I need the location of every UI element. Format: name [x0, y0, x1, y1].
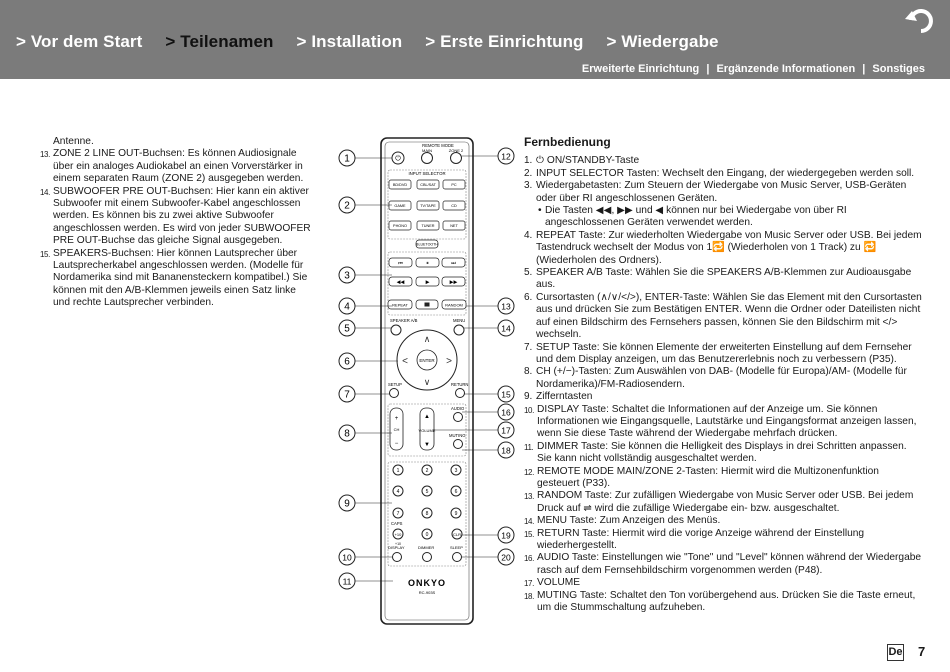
item-number: 15.	[40, 249, 50, 259]
list-item	[524, 391, 924, 403]
return-label: RETURN	[451, 382, 469, 387]
callout-number: 2	[344, 200, 350, 212]
nav-erste-einrichtung[interactable]: > Erste Einrichtung	[425, 32, 584, 51]
item-text: Wiedergabetasten: Zum Steuern der Wiedergabe von Music Server, USB-Geräten oder über RI angeschlossenen Geräten.	[536, 180, 907, 204]
list-item	[40, 186, 312, 248]
svg-text:∧: ∧	[423, 334, 431, 344]
item-text: Cursortasten (∧/∨/</>), ENTER-Taste: Wählen Sie das Element mit den Cursortasten aus und drücken Sie zum Bestätigen ENTER. Wenn die Ordner oder Dateilisten nicht auf einen Bildschirm des Fernsehers passen, können Sie den Bildschirm mit </> wechseln.	[536, 291, 922, 341]
item-text: ZONE 2 LINE OUT-Buchsen: Es können Audiosignale über ein analoges Audiokabel an einen Vorverstärker in einem separaten Raum (ZONE 2) ausgegeben werden.	[53, 148, 304, 185]
item-number: 4.	[524, 229, 533, 241]
display-label: DISPLAY	[388, 545, 405, 550]
item-text: RETURN Taste: Hiermit wird die vorige Anzeige während der Einstellung wiederhergestellt.	[537, 527, 865, 551]
callout-number: 19	[501, 530, 511, 541]
bluetooth-label: BLUETOOTH	[416, 242, 438, 247]
list-item	[524, 267, 924, 292]
display-button	[393, 553, 402, 562]
input-button-label: TUNER	[421, 224, 435, 228]
list-item	[40, 248, 312, 310]
zone2-button	[451, 153, 462, 164]
list-sub-item	[524, 205, 924, 230]
item-number: 5.	[524, 267, 533, 279]
item-text: INPUT SELECTOR Tasten: Wechselt den Eingang, der wiedergegeben werden soll.	[536, 167, 915, 179]
item-text: DIMMER Taste: Sie können die Helligkeit des Displays in drei Schritten anpassen. Sie kann nicht vollständig ausgeschaltet werden.	[537, 440, 907, 465]
random-label: RANDOM	[445, 302, 463, 308]
digit-label: 4	[396, 489, 400, 495]
item-number: 16.	[524, 554, 534, 564]
muting-label: MUTING	[449, 433, 466, 438]
item-number: 6.	[524, 291, 533, 303]
callout-number: 14	[501, 323, 511, 334]
item-text: Die Tasten ◀◀, ▶▶ und ◀ können nur bei Wiedergabe von über RI angeschlossenen Geräten verwendet werden.	[545, 205, 847, 229]
list-item	[524, 168, 924, 180]
return-button	[456, 389, 465, 398]
nav-ergaenzende-informationen[interactable]: Ergänzende Informationen	[716, 63, 856, 75]
callout-number: 16	[501, 407, 511, 418]
list-item	[524, 441, 924, 466]
svg-text:−: −	[394, 441, 399, 447]
list-item	[524, 230, 924, 267]
input-buttons	[389, 180, 465, 230]
brand-logo: ONKYO	[407, 578, 447, 588]
sleep-button	[453, 553, 462, 562]
item-number: 9.	[524, 391, 533, 403]
list-item	[524, 342, 924, 367]
list-item	[524, 366, 924, 391]
repeat-label: REPEAT	[392, 302, 408, 308]
item-text: DISPLAY Taste: Schaltet die Informationen auf der Anzeige um. Sie können Informationen wie Eingangsquelle, Lautstärke und Eingangsformat anzeigen lassen, wenn Sie diese Taste während der Wiedergabe mehrfach drücken.	[537, 403, 917, 440]
callout-number: 12	[501, 151, 511, 162]
callout-number: 17	[501, 425, 511, 436]
callout-number: 4	[344, 301, 350, 313]
nav-separator: |	[862, 63, 866, 75]
item-number: 1.	[524, 155, 533, 167]
left-column	[40, 136, 312, 310]
digit-label: 2	[425, 468, 429, 474]
digit-label: 6	[454, 489, 458, 495]
item-text: ⏻ ON/STANDBY-Taste	[536, 155, 640, 167]
callout-number: 1	[344, 153, 350, 165]
setup-label: SETUP	[388, 382, 402, 387]
item-text: REPEAT Taste: Zur wiederholten Wiedergabe von Music Server oder USB. Bei jedem Tastendruck wechselt der Modus von 1🔁 (Wiederholen von 1 Track) zu 🔁 (Wiederholen des Ordners).	[536, 229, 922, 266]
item-text: MENU Taste: Zum Anzeigen des Menüs.	[537, 515, 721, 527]
input-button-label: CD	[451, 204, 457, 208]
callout-number: 15	[501, 389, 511, 400]
muting-button	[454, 440, 463, 449]
list-item	[524, 590, 924, 615]
nav-teilenamen[interactable]: > Teilenamen	[165, 32, 274, 51]
item-number: 14.	[524, 517, 534, 527]
main-button	[422, 153, 433, 164]
nav-vor-dem-start[interactable]: > Vor dem Start	[16, 32, 143, 51]
callout-number: 7	[344, 389, 350, 401]
svg-text:+: +	[394, 416, 399, 422]
page-header	[0, 0, 950, 79]
list-item	[524, 552, 924, 577]
digit-label: 1	[396, 468, 400, 474]
item-number: 2.	[524, 167, 533, 179]
item-number: 13.	[524, 492, 534, 502]
svg-text:▲: ▲	[424, 414, 430, 420]
zero-label: 0	[425, 532, 429, 538]
menu-label: MENU	[453, 318, 466, 323]
speaker-ab-button	[391, 325, 401, 335]
callout-number: 8	[344, 428, 350, 440]
setup-button	[390, 389, 399, 398]
nav-installation[interactable]: > Installation	[296, 32, 403, 51]
svg-text:▼: ▼	[424, 442, 430, 448]
input-button-label: NET	[450, 224, 458, 228]
item-text: AUDIO Taste: Einstellungen wie "Tone" und "Level" können während der Wiedergabe rasch auf dem Fernsehbildschirm vorgenommen werden (P48).	[537, 552, 922, 576]
callout-number: 13	[501, 301, 511, 312]
callout-number: 6	[344, 356, 350, 368]
audio-label: AUDIO	[451, 406, 465, 411]
item-text: SUBWOOFER PRE OUT-Buchsen: Hier kann ein aktiver Subwoofer mit einem Subwoofer-Kabel angeschlossen werden. Es können bis zu zwei aktive Subwoofer angeschlossen werden. Es wird von jeder SUBWOOFER PRE OUT-Buchse das gleiche Signal ausgegeben.	[53, 185, 311, 247]
item-text: RANDOM Taste: Zur zufälligen Wiedergabe von Music Server oder USB. Bei jedem Druck auf ⇌ wird die zufällige Wiedergabe ein- bzw. ausgeschaltet.	[537, 490, 914, 514]
callout-number: 20	[501, 552, 511, 563]
list-item	[524, 404, 924, 441]
digit-label: 7	[396, 511, 400, 517]
item-number: 14.	[40, 187, 50, 197]
zone2-label: ZONE 2	[448, 148, 464, 153]
item-number: 12.	[524, 467, 534, 477]
item-number: 17.	[524, 579, 534, 589]
item-text: SPEAKERS-Buchsen: Hier können Lautsprecher über Lautsprecherkabel angeschlossen werden. (Modelle für Nordamerika sind mit Bananensteckern kompatibel.) Sie können mit den A/B-Klemmen jeweils einen Satz linke und rechte Lautsprecher verbinden.	[53, 247, 308, 309]
callout-number: 3	[344, 270, 350, 282]
list-item	[524, 528, 924, 553]
item-number: 15.	[524, 529, 534, 539]
callout-number: 11	[342, 576, 352, 587]
svg-text:∨: ∨	[423, 377, 431, 387]
item-number: 13.	[40, 150, 50, 160]
list-item	[524, 155, 924, 167]
input-button-label: BD/DVD	[392, 183, 408, 187]
list-item	[40, 148, 312, 185]
menu-button	[454, 325, 464, 335]
callout-number: 9	[344, 498, 350, 510]
item-text: Zifferntasten	[536, 391, 593, 403]
list-item	[524, 490, 924, 515]
enter-label: ENTER	[419, 357, 435, 363]
nav-sonstiges[interactable]: Sonstiges	[872, 63, 925, 75]
back-arrow-icon[interactable]	[903, 6, 939, 36]
item-text: VOLUME	[537, 577, 581, 589]
list-item	[524, 292, 924, 342]
input-button-label: CBL/SAT	[420, 183, 436, 187]
callout-number: 10	[342, 552, 352, 563]
item-text: CH (+/−)-Tasten: Zum Auswählen von DAB- (Modelle für Europa)/AM- (Modelle für Nordamerika)/FM-Radiosendern.	[536, 366, 907, 390]
plus10-sub-label: +10	[395, 542, 401, 546]
caps-label: CAPS	[391, 521, 403, 526]
callout-number: 5	[344, 323, 350, 335]
dimmer-button	[423, 553, 432, 562]
audio-button	[454, 413, 463, 422]
list-item	[524, 515, 924, 527]
svg-text:<: <	[402, 356, 408, 367]
playback-icon: ◀◀	[396, 279, 405, 286]
list-item	[524, 577, 924, 589]
playback-icon: ▶	[425, 279, 430, 286]
input-button-label: PC	[451, 183, 457, 187]
item-number: 8.	[524, 366, 533, 378]
digit-label: 5	[425, 489, 429, 495]
input-selector-label: INPUT SELECTOR	[408, 171, 446, 176]
playback-icon: ⏸	[426, 260, 429, 267]
input-button-label: PHONO	[393, 224, 407, 228]
model-label: RC-903S	[418, 590, 436, 595]
digit-label: 3	[454, 468, 458, 474]
nav-erweiterte-einrichtung[interactable]: Erweiterte Einrichtung	[581, 63, 700, 75]
dimmer-label: DIMMER	[418, 545, 435, 550]
nav-separator: |	[706, 63, 710, 75]
item-text: REMOTE MODE MAIN/ZONE 2-Tasten: Hiermit wird die Multizonenfunktion gesteuert (P33).	[537, 465, 879, 489]
item-text: SPEAKER A/B Taste: Wählen Sie die SPEAKERS A/B-Klemmen zur Audioausgabe aus.	[536, 267, 912, 291]
playback-icon: ⏭	[451, 260, 456, 267]
item-number: 3.	[524, 180, 533, 192]
svg-text:>: >	[446, 356, 452, 367]
section-heading: Fernbedienung	[524, 135, 611, 149]
callout-number: 18	[501, 445, 511, 456]
digit-label: 9	[454, 511, 458, 517]
main-nav	[16, 32, 719, 52]
input-button-label: TV/TAPE	[420, 204, 436, 208]
remote-control-diagram	[338, 136, 518, 636]
nav-wiedergabe[interactable]: > Wiedergabe	[606, 32, 719, 51]
speaker-ab-label: SPEAKER A/B	[390, 318, 418, 323]
item-text: SETUP Taste: Sie können Elemente der erweiterten Einstellung auf dem Fernseher und dem Display anzeigen, um das Benutzererlebnis noch zu verbessern (P35).	[536, 341, 912, 365]
digit-label: 8	[425, 511, 429, 517]
sleep-label: SLEEP	[450, 545, 463, 550]
input-button-label: GAME	[394, 204, 406, 208]
playback-icon: ▶▶	[449, 279, 458, 286]
ch-label: CH	[393, 427, 400, 432]
right-column	[524, 136, 924, 614]
item-number: 10.	[524, 405, 534, 415]
list-item	[524, 180, 924, 205]
sub-nav	[580, 63, 927, 75]
list-item	[524, 466, 924, 491]
plus10-label: +10	[394, 531, 402, 537]
volume-label: VOLUME	[418, 428, 436, 433]
item-number: 18.	[524, 591, 534, 601]
language-badge: De	[887, 644, 904, 661]
item-text: MUTING Taste: Schaltet den Ton vorübergehend aus. Drücken Sie die Taste erneut, um die Stummschaltung aufzuheben.	[537, 589, 916, 614]
svg-text:⏻: ⏻	[395, 155, 401, 163]
item-number: 11.	[524, 442, 534, 452]
intro-text: Antenne.	[53, 136, 94, 147]
playback-icon: ⏮	[398, 260, 403, 267]
main-label: MAIN	[422, 148, 432, 153]
remote-mode-label: REMOTE MODE	[422, 143, 454, 148]
page-number: 7	[918, 644, 926, 659]
item-number: 7.	[524, 341, 533, 353]
button-description-list	[524, 155, 924, 614]
clr-label: CLR	[452, 531, 462, 537]
